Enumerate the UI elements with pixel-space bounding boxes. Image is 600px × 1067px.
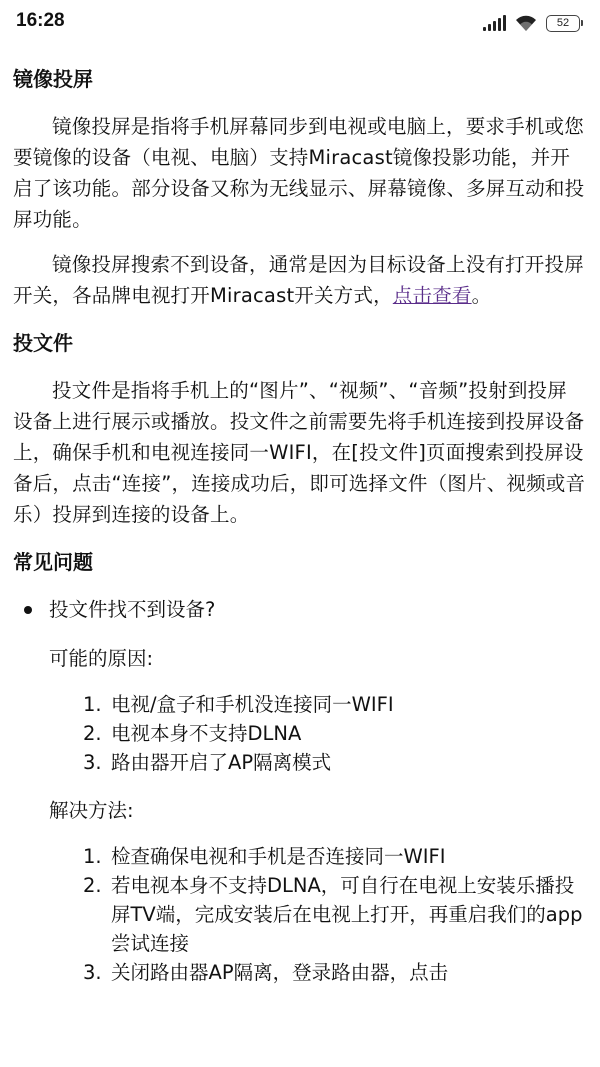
list-text: 关闭路由器AP隔离，登录路由器，点击: [111, 961, 449, 984]
list-number: 1.: [83, 693, 102, 716]
mirror-troubleshoot-end: 。: [471, 284, 492, 307]
file-description: 投文件是指将手机上的“图片”、“视频”、“音频”投射到投屏设备上进行展示或播放。投文件之前需要先将手机连接到投屏设备上，确保手机和电视连接同一WIFI，在[投文件]页面搜索到投屏设备后，点击“连接”，连接成功后，即可选择文件（图片、视频或音乐）投屏到连接的设备上。: [13, 379, 586, 526]
list-text: 若电视本身不支持DLNA，可自行在电视上安装乐播投屏TV端，完成安装后在电视上打开，再重启我们的app尝试连接: [111, 874, 583, 955]
list-item: [83, 958, 586, 987]
list-text: 路由器开启了AP隔离模式: [111, 751, 332, 774]
reasons-list: [49, 690, 586, 777]
list-number: 3.: [83, 961, 102, 984]
list-number: 2.: [83, 874, 102, 897]
wifi-icon: [514, 14, 538, 32]
list-number: 2.: [83, 722, 102, 745]
list-text: 电视本身不支持DLNA: [111, 722, 302, 745]
list-item: [83, 719, 586, 748]
solutions-list: [49, 842, 586, 987]
faq-item: [49, 594, 586, 987]
solutions-label: 解决方法:: [49, 799, 134, 822]
list-text: 电视/盒子和手机没连接同一WIFI: [111, 693, 394, 716]
faq-list: [13, 594, 586, 987]
status-bar: [0, 0, 600, 46]
mirror-troubleshoot-text: 镜像投屏搜索不到设备，通常是因为目标设备上没有打开投屏开关，各品牌电视打开Miracast开关方式，: [13, 253, 584, 307]
faq-heading: 常见问题: [13, 550, 93, 574]
reasons-label: 可能的原因:: [49, 647, 154, 670]
signal-icon: [483, 15, 506, 31]
status-icons: [483, 12, 580, 34]
view-instructions-link[interactable]: 点击查看: [392, 284, 472, 307]
mirror-heading: 镜像投屏: [13, 67, 93, 91]
file-heading: 投文件: [13, 331, 73, 355]
list-item: [83, 871, 586, 958]
mirror-troubleshoot: [13, 249, 586, 311]
status-time: 16:28: [16, 10, 65, 31]
list-number: 3.: [83, 751, 102, 774]
list-number: 1.: [83, 845, 102, 868]
list-text: 检查确保电视和手机是否连接同一WIFI: [111, 845, 446, 868]
battery-icon: 52: [546, 15, 580, 32]
mirror-description: 镜像投屏是指将手机屏幕同步到电视或电脑上，要求手机或您要镜像的设备（电视、电脑）支持Miracast镜像投影功能，并开启了该功能。部分设备又称为无线显示、屏幕镜像、多屏互动和投屏功能。: [13, 115, 585, 231]
list-item: [83, 690, 586, 719]
list-item: [83, 748, 586, 777]
help-content: [0, 46, 600, 987]
faq-question: 投文件找不到设备?: [49, 598, 216, 621]
list-item: [83, 842, 586, 871]
